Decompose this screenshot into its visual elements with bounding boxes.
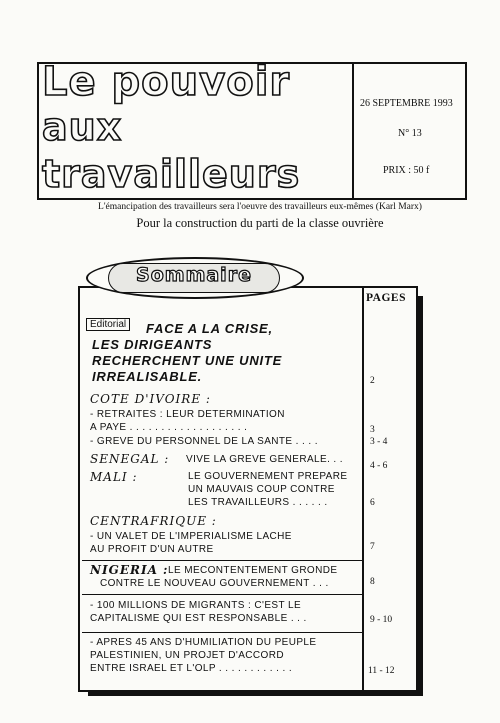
sommaire-banner-title: Sommaire <box>136 264 252 286</box>
toc-item-line: - RETRAITES : LEUR DETERMINATION <box>90 409 285 420</box>
toc-item-line: A PAYE . . . . . . . . . . . . . . . . . . . <box>90 422 248 433</box>
toc-item-line: VIVE LA GREVE GENERALE. . . <box>186 454 343 465</box>
issue-date: 26 SEPTEMBRE 1993 <box>360 98 453 109</box>
toc-item-pages: 7 <box>370 542 375 552</box>
masthead-divider <box>352 62 354 200</box>
toc-separator <box>82 560 362 561</box>
issue-price: PRIX : 50 f <box>383 165 430 176</box>
newspaper-title-line-3: travailleurs <box>42 152 301 196</box>
editorial-badge: Editorial <box>86 318 130 331</box>
toc-item-line: PALESTINIEN, UN PROJET D'ACCORD <box>90 650 284 661</box>
newspaper-title-line-2: aux <box>42 105 123 149</box>
pages-column-divider <box>362 286 364 692</box>
toc-item-line: ENTRE ISRAEL ET L'OLP . . . . . . . . . . . . <box>90 663 293 674</box>
toc-item-line: - GREVE DU PERSONNEL DE LA SANTE . . . . <box>90 436 318 447</box>
toc-shadow-bottom <box>88 692 423 696</box>
newspaper-title-line-1: Le pouvoir <box>42 59 291 105</box>
toc-item-line: CAPITALISME QUI EST RESPONSABLE . . . <box>90 613 307 624</box>
toc-item-pages: 3 - 4 <box>370 437 388 447</box>
toc-item-line: LES TRAVAILLEURS . . . . . . <box>188 497 328 508</box>
editorial-headline-line-2: LES DIRIGEANTS <box>92 337 213 352</box>
masthead-tagline: L'émancipation des travailleurs sera l'oeuvre des travailleurs eux-mêmes (Karl Marx) <box>98 202 422 212</box>
toc-item-line: - UN VALET DE L'IMPERIALISME LACHE <box>90 531 292 542</box>
toc-item-line: - 100 MILLIONS DE MIGRANTS : C'EST LE <box>90 600 302 611</box>
toc-item-pages: 8 <box>370 577 375 587</box>
toc-separator <box>82 632 362 633</box>
editorial-pages: 2 <box>370 376 375 386</box>
section-cote-divoire: COTE D'IVOIRE : <box>90 392 211 406</box>
toc-item-line: AU PROFIT D'UN AUTRE <box>90 544 214 555</box>
toc-item-pages: 6 <box>370 498 375 508</box>
toc-item-pages: 11 - 12 <box>368 666 395 676</box>
section-centrafrique: CENTRAFRIQUE : <box>90 514 217 528</box>
toc-item-pages: 4 - 6 <box>370 461 388 471</box>
toc-item-pages: 3 <box>370 425 375 435</box>
pages-column-header: PAGES <box>366 292 406 304</box>
section-nigeria: NIGERIA : <box>90 563 169 577</box>
toc-separator <box>82 594 362 595</box>
issue-number: N° 13 <box>398 128 422 139</box>
editorial-headline-line-3: RECHERCHENT UNE UNITE <box>92 353 283 368</box>
masthead-subtitle: Pour la construction du parti de la classe ouvrière <box>136 216 384 230</box>
toc-item-line: LE MECONTENTEMENT GRONDE <box>168 565 338 576</box>
section-senegal: SENEGAL : <box>90 452 170 466</box>
toc-shadow-right <box>418 296 423 696</box>
toc-item-line: - APRES 45 ANS D'HUMILIATION DU PEUPLE <box>90 637 317 648</box>
toc-item-line: CONTRE LE NOUVEAU GOUVERNEMENT . . . <box>100 578 329 589</box>
section-mali: MALI : <box>90 470 138 484</box>
editorial-headline-line-4: IRREALISABLE. <box>92 369 203 384</box>
editorial-headline-line-1: FACE A LA CRISE, <box>146 321 273 336</box>
toc-item-line: UN MAUVAIS COUP CONTRE <box>188 484 335 495</box>
toc-item-pages: 9 - 10 <box>370 615 393 625</box>
toc-item-line: LE GOUVERNEMENT PREPARE <box>188 471 348 482</box>
